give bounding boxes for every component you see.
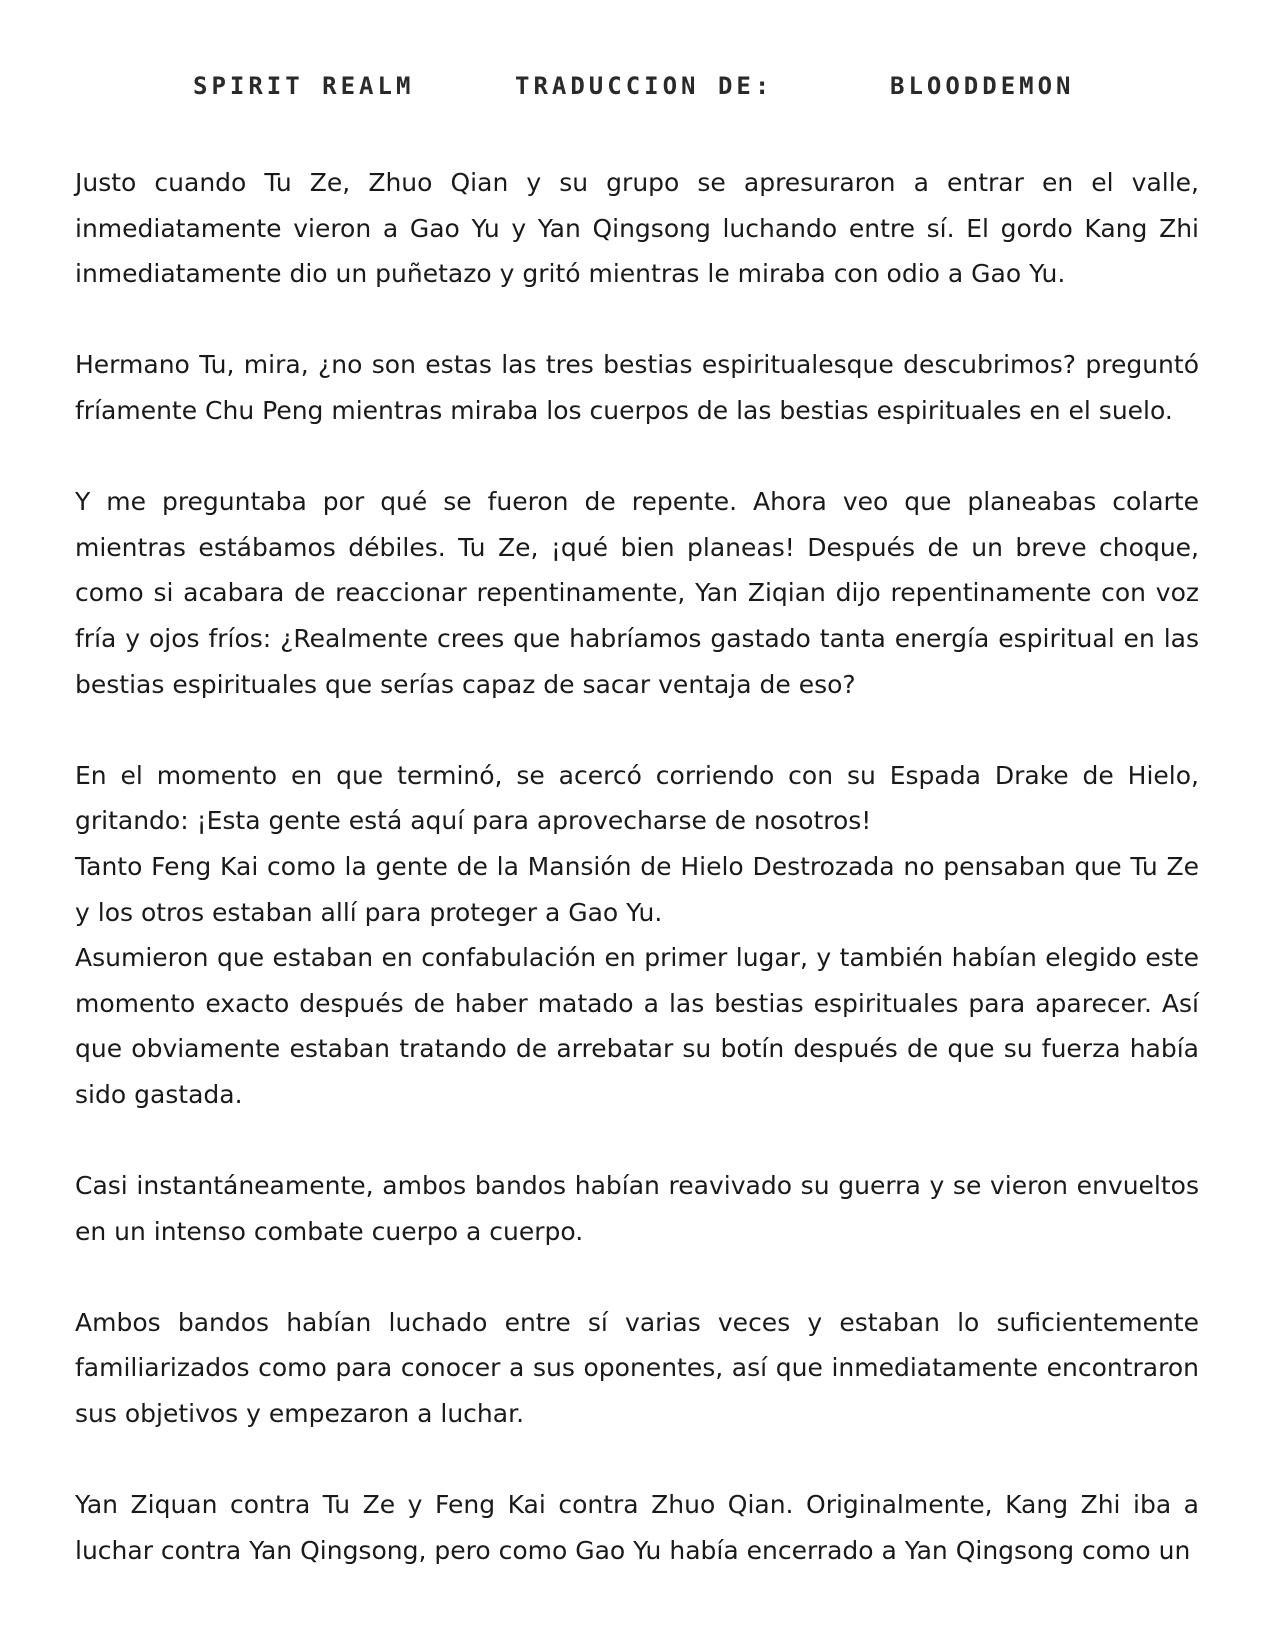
paragraph: Casi instantáneamente, ambos bandos habían reavivado su guerra y se vieron envueltos en un intenso combate cuerpo a cuerpo. bbox=[75, 1171, 1199, 1246]
paragraph: Y me preguntaba por qué se fueron de repente. Ahora veo que planeabas colarte mientras estábamos débiles. Tu Ze, ¡qué bien planeas! Después de un breve choque, como si acabara de reaccionar repentinamente, Yan Ziqian dijo repentinamente con voz fría y ojos fríos: ¿Realmente crees que habríamos gastado tanta energía espiritual en las bestias espirituales que serías capaz de sacar ventaja de eso? bbox=[75, 487, 1199, 699]
paragraph: Justo cuando Tu Ze, Zhuo Qian y su grupo se apresuraron a entrar en el valle, inmediatamente vieron a Gao Yu y Yan Qingsong luchando entre sí. El gordo Kang Zhi inmediatamente dio un puñetazo y gritó mientras le miraba con odio a Gao Yu. bbox=[75, 168, 1199, 289]
paragraph: Tanto Feng Kai como la gente de la Mansión de Hielo Destrozada no pensaban que Tu Ze y los otros estaban allí para proteger a Gao Yu. bbox=[75, 851, 1199, 927]
paragraph: Ambos bandos habían luchado entre sí varias veces y estaban lo suficientemente familiarizados como para conocer a sus oponentes, así que inmediatamente encontraron sus objetivos y empezaron a luchar. bbox=[75, 1307, 1199, 1429]
page-header bbox=[0, 72, 1275, 112]
header-translation-label: TRADUCCION DE: bbox=[515, 72, 774, 100]
header-translator: BLOODDEMON bbox=[890, 72, 1075, 100]
paragraph: Asumieron que estaban en confabulación en primer lugar, y también habían elegido este momento exacto después de haber matado a las bestias espirituales para aparecer. Así que obviamente estaban tratando de arrebatar su botín después de que su fuerza había sido gastada. bbox=[75, 943, 1199, 1109]
header-title: SPIRIT REALM bbox=[193, 72, 415, 100]
document-body bbox=[75, 160, 1199, 1573]
paragraph: En el momento en que terminó, se acercó corriendo con su Espada Drake de Hielo, gritando: ¡Esta gente está aquí para aprovecharse de nosotros! bbox=[75, 760, 1199, 836]
paragraph: Hermano Tu, mira, ¿no son estas las tres bestias espiritualesque descubrimos? preguntó fríamente Chu Peng mientras miraba los cuerpos de las bestias espirituales en el suelo. bbox=[75, 350, 1199, 425]
paragraph: Yan Ziquan contra Tu Ze y Feng Kai contra Zhuo Qian. Originalmente, Kang Zhi iba a luchar contra Yan Qingsong, pero como Gao Yu había encerrado a Yan Qingsong como un bbox=[75, 1490, 1199, 1565]
